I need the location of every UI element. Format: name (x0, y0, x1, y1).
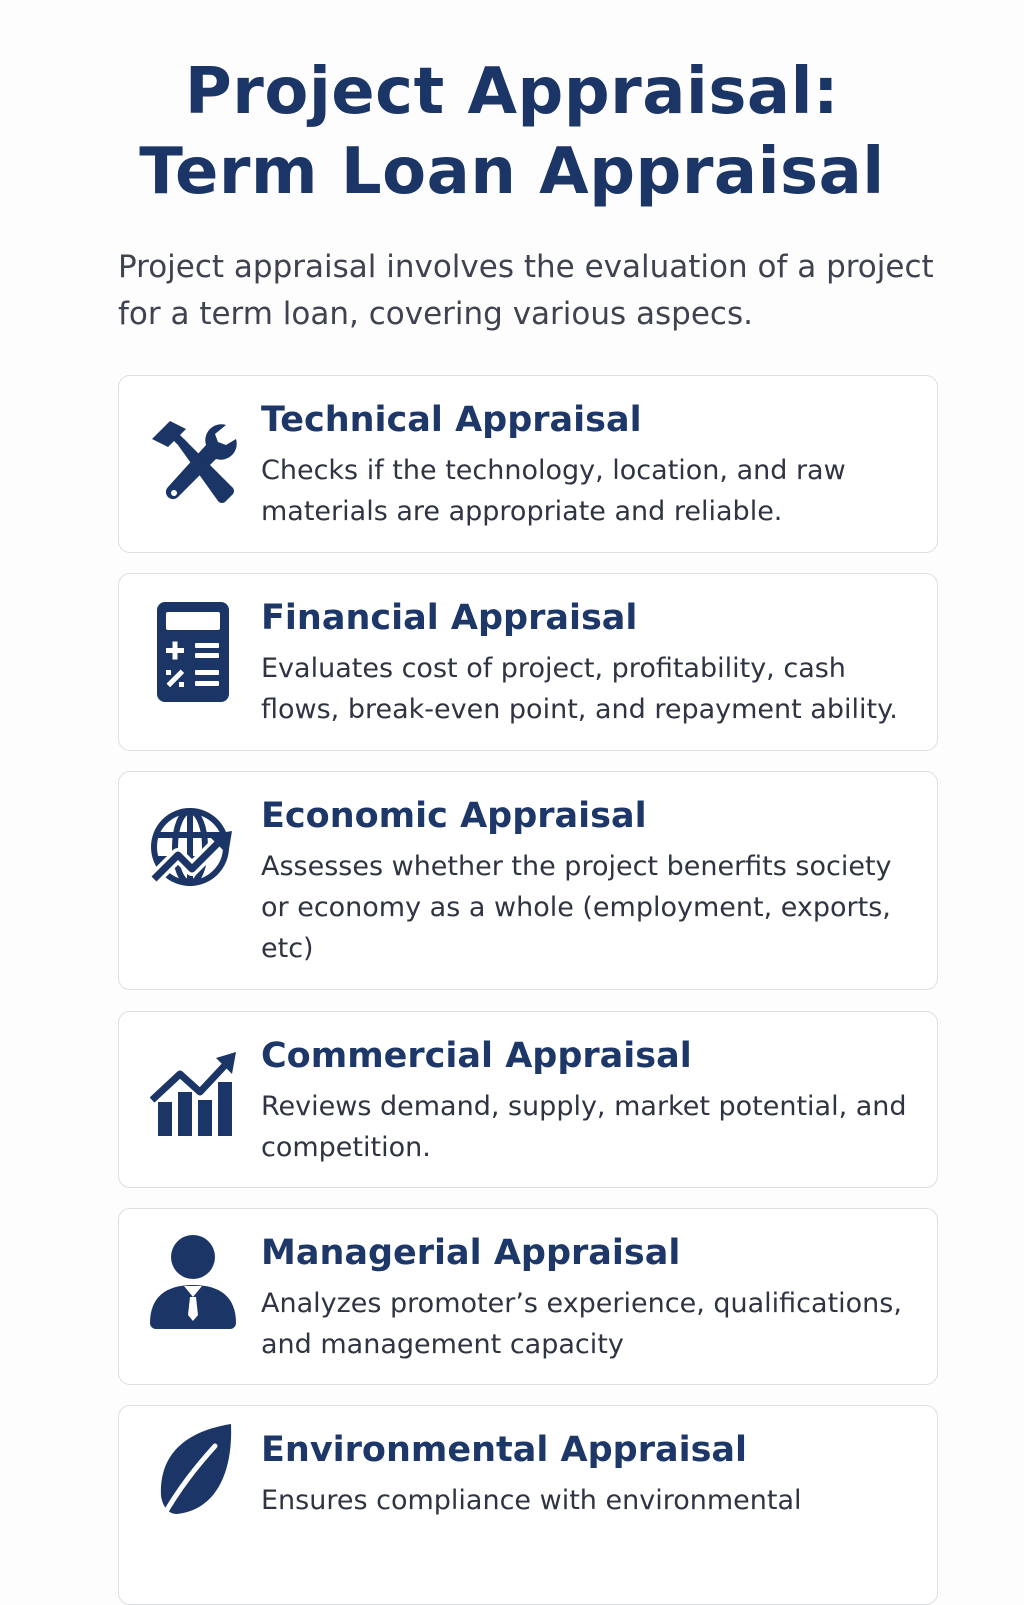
card-title: Environmental Appraisal (261, 1430, 748, 1470)
title-line-1: Project Appraisal: (184, 55, 840, 129)
calculator-icon (147, 606, 239, 698)
card-title: Commercial Appraisal (261, 1036, 692, 1076)
card-description: Checks if the technology, location, and raw materials are appropriate and reliable. (261, 455, 846, 527)
card-managerial-appraisal (118, 1208, 938, 1385)
card-title: Economic Appraisal (261, 796, 647, 836)
card-environmental-appraisal (118, 1405, 938, 1605)
card-technical-appraisal (118, 375, 938, 553)
leaf-icon (147, 1426, 239, 1518)
title-line-2: Term Loan Appraisal (139, 135, 885, 209)
card-financial-appraisal (118, 573, 938, 751)
globe-trend-icon (147, 802, 239, 894)
card-title: Financial Appraisal (261, 598, 638, 638)
card-description: Ensures compliance with environmental (261, 1485, 802, 1516)
intro-text: Project appraisal involves the evaluation of a project for a term loan, covering various aspecs. (118, 249, 934, 332)
card-description: Evaluates cost of project, profitability, cash flows, break-even point, and repayment ability. (261, 653, 898, 725)
card-description: Analyzes promoter’s experience, qualifications, and management capacity (261, 1288, 902, 1360)
card-description: Assesses whether the project benerfits society or economy as a whole (employment, exports, etc) (261, 851, 892, 964)
growth-chart-icon (147, 1048, 239, 1140)
page-title (0, 52, 1024, 212)
card-economic-appraisal (118, 771, 938, 990)
hammer-wrench-icon (147, 416, 239, 508)
card-title: Managerial Appraisal (261, 1233, 681, 1273)
businessperson-icon (147, 1235, 239, 1327)
card-description: Reviews demand, supply, market potential, and competition. (261, 1091, 907, 1163)
card-commercial-appraisal (118, 1011, 938, 1188)
card-title: Technical Appraisal (261, 400, 642, 440)
